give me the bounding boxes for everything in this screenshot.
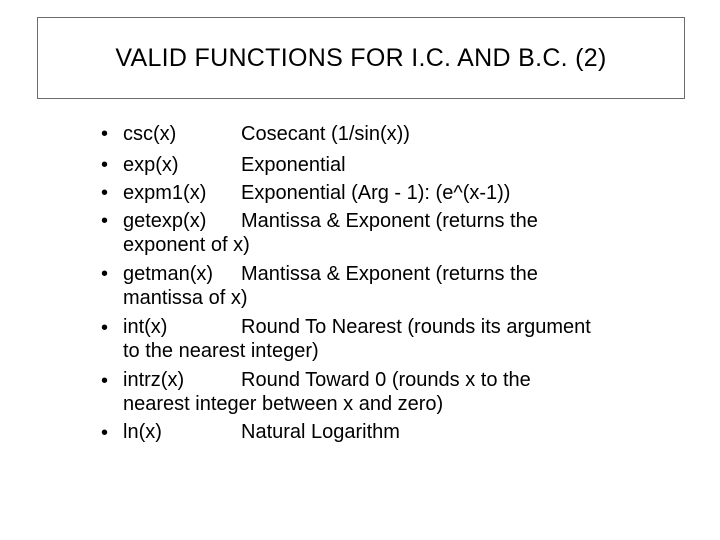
bullet-icon: • xyxy=(101,154,109,176)
list-item xyxy=(123,315,591,339)
list-item xyxy=(123,209,538,233)
bullet-icon: • xyxy=(101,210,109,232)
function-name: expm1(x) xyxy=(123,182,207,204)
bullet-icon: • xyxy=(101,422,109,444)
function-description: Round To Nearest (rounds its argument xyxy=(241,316,591,338)
function-description: Exponential (Arg - 1): (e^(x-1)) xyxy=(241,182,511,204)
bullet-icon: • xyxy=(101,370,109,392)
list-item-continuation: to the nearest integer) xyxy=(123,340,319,362)
list-item xyxy=(123,368,531,392)
bullet-icon: • xyxy=(101,317,109,339)
function-description: Round Toward 0 (rounds x to the xyxy=(241,369,531,391)
function-description: Natural Logarithm xyxy=(241,421,400,443)
function-name: intrz(x) xyxy=(123,369,185,391)
list-item-continuation: nearest integer between x and zero) xyxy=(123,393,444,415)
function-description: Mantissa & Exponent (returns the xyxy=(241,210,538,232)
bullet-icon: • xyxy=(101,123,109,145)
function-description: Cosecant (1/sin(x)) xyxy=(241,123,410,145)
slide-title: VALID FUNCTIONS FOR I.C. AND B.C. (2) xyxy=(115,43,607,72)
list-item xyxy=(123,262,538,286)
list-item xyxy=(123,153,346,177)
function-name: getman(x) xyxy=(123,263,214,285)
bullet-icon: • xyxy=(101,263,109,285)
list-item xyxy=(123,181,510,205)
function-name: getexp(x) xyxy=(123,210,207,232)
function-description: Mantissa & Exponent (returns the xyxy=(241,263,538,285)
function-name: ln(x) xyxy=(123,421,162,443)
function-name: int(x) xyxy=(123,316,168,338)
list-item-continuation: exponent of x) xyxy=(123,234,250,256)
function-name: exp(x) xyxy=(123,154,179,176)
list-item xyxy=(123,122,410,146)
list-item xyxy=(123,420,400,444)
list-item-continuation: mantissa of x) xyxy=(123,287,248,309)
function-description: Exponential xyxy=(241,154,346,176)
bullet-icon: • xyxy=(101,182,109,204)
function-name: csc(x) xyxy=(123,123,177,145)
